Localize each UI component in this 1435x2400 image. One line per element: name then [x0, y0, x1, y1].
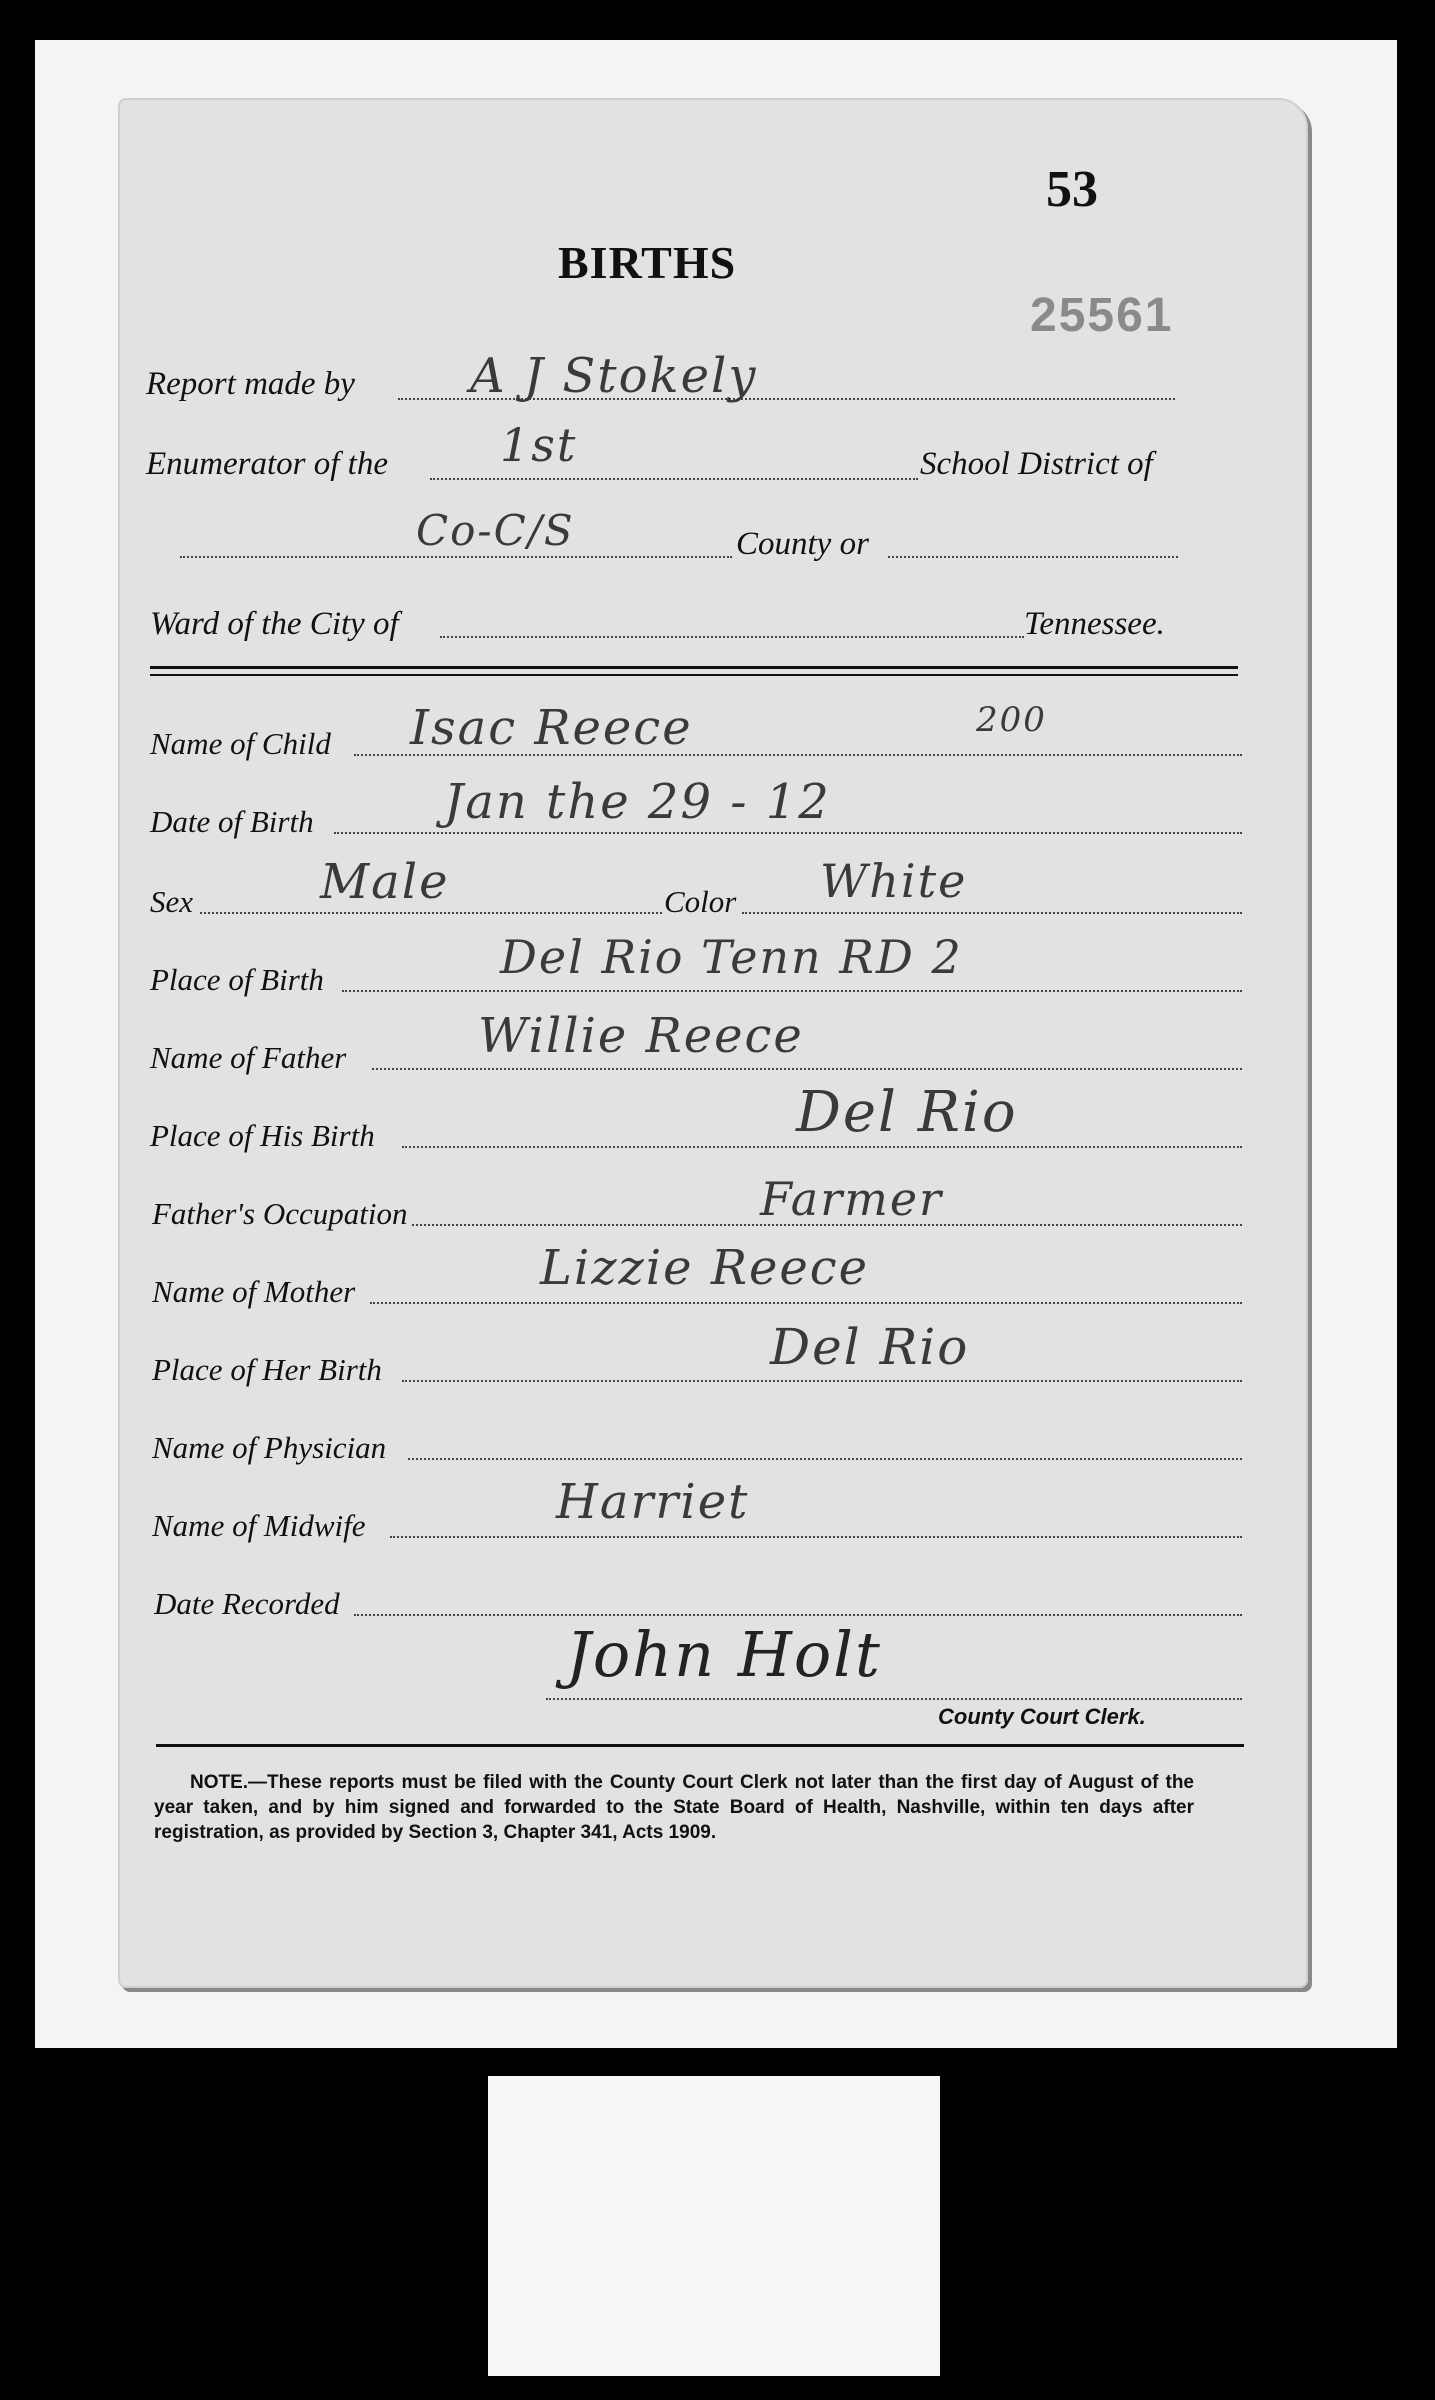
label-county-or: County or: [736, 526, 869, 562]
label-name-of-mother: Name of Mother: [152, 1274, 356, 1309]
bottom-rule: [156, 1744, 1244, 1747]
line-date-recorded: [354, 1614, 1242, 1616]
line-ward: [440, 636, 1024, 638]
line-name-of-physician: [408, 1458, 1242, 1460]
line-county-or: [888, 556, 1178, 558]
line-clerk-signature: [546, 1698, 1242, 1700]
label-name-of-child: Name of Child: [150, 726, 331, 761]
label-date-recorded: Date Recorded: [154, 1586, 340, 1621]
line-name-of-midwife: [390, 1536, 1242, 1538]
label-name-of-physician: Name of Physician: [152, 1430, 387, 1465]
line-place-of-her-birth: [402, 1380, 1242, 1382]
label-place-of-her-birth: Place of Her Birth: [152, 1352, 382, 1387]
line-name-of-father: [372, 1068, 1242, 1070]
entry-date-of-birth: Jan the 29 - 12: [444, 774, 831, 830]
entry-name-of-mother: Lizzie Reece: [540, 1240, 870, 1296]
page-number: 53: [1046, 161, 1098, 218]
label-enumerator: Enumerator of the: [146, 446, 388, 482]
entry-enumerator-district: 1st: [500, 418, 578, 472]
label-fathers-occupation: Father's Occupation: [152, 1196, 408, 1231]
label-school-district: School District of: [920, 446, 1153, 482]
line-color: [742, 912, 1242, 914]
label-name-of-midwife: Name of Midwife: [152, 1508, 366, 1543]
label-report-made-by: Report made by: [146, 366, 355, 402]
filing-note: NOTE.—These reports must be filed with the County Court Clerk not later than the first day of August of the year taken, and by him signed and forwarded to the State Board of Health, Nashville, within ten days after registration, as provided by Section 3, Chapter 341, Acts 1909.: [154, 1772, 1194, 1843]
top-rule: [150, 666, 1238, 669]
line-date-of-birth: [334, 832, 1242, 834]
clerk-signature: John Holt: [566, 1618, 882, 1691]
label-county-court-clerk: County Court Clerk.: [938, 1704, 1146, 1729]
line-place-of-birth: [342, 990, 1242, 992]
label-tennessee: Tennessee.: [1024, 606, 1165, 642]
line-enumerator: [430, 478, 918, 480]
paper-tab: [488, 2076, 940, 2376]
top-rule-thin: [150, 674, 1238, 676]
line-sex: [200, 912, 662, 914]
label-sex: Sex: [150, 884, 194, 919]
entry-place-of-her-birth: Del Rio: [770, 1318, 970, 1376]
label-ward: Ward of the City of: [150, 606, 399, 642]
label-color: Color: [664, 884, 737, 919]
entry-color: White: [820, 854, 968, 908]
entry-place-of-his-birth: Del Rio: [796, 1080, 1018, 1145]
entry-name-of-midwife: Harriet: [556, 1474, 750, 1530]
stamp-number: 25561: [1030, 289, 1174, 342]
line-county: [180, 556, 732, 558]
label-date-of-birth: Date of Birth: [150, 804, 314, 839]
entry-name-of-child: Isac Reece: [410, 700, 693, 756]
label-name-of-father: Name of Father: [150, 1040, 347, 1075]
line-place-of-his-birth: [402, 1146, 1242, 1148]
entry-place-of-birth: Del Rio Tenn RD 2: [500, 930, 963, 984]
form-heading: BIRTHS: [558, 237, 737, 288]
entry-county: Co-C/S: [416, 506, 575, 555]
entry-sex: Male: [320, 854, 450, 910]
entry-name-of-father: Willie Reece: [478, 1008, 804, 1064]
label-place-of-birth: Place of Birth: [150, 962, 324, 997]
entry-fathers-occupation: Farmer: [760, 1172, 944, 1226]
line-name-of-mother: [370, 1302, 1242, 1304]
entry-name-of-child-note: 200: [976, 700, 1047, 740]
entry-report-made-by: A J Stokely: [470, 348, 758, 404]
label-place-of-his-birth: Place of His Birth: [150, 1118, 375, 1153]
